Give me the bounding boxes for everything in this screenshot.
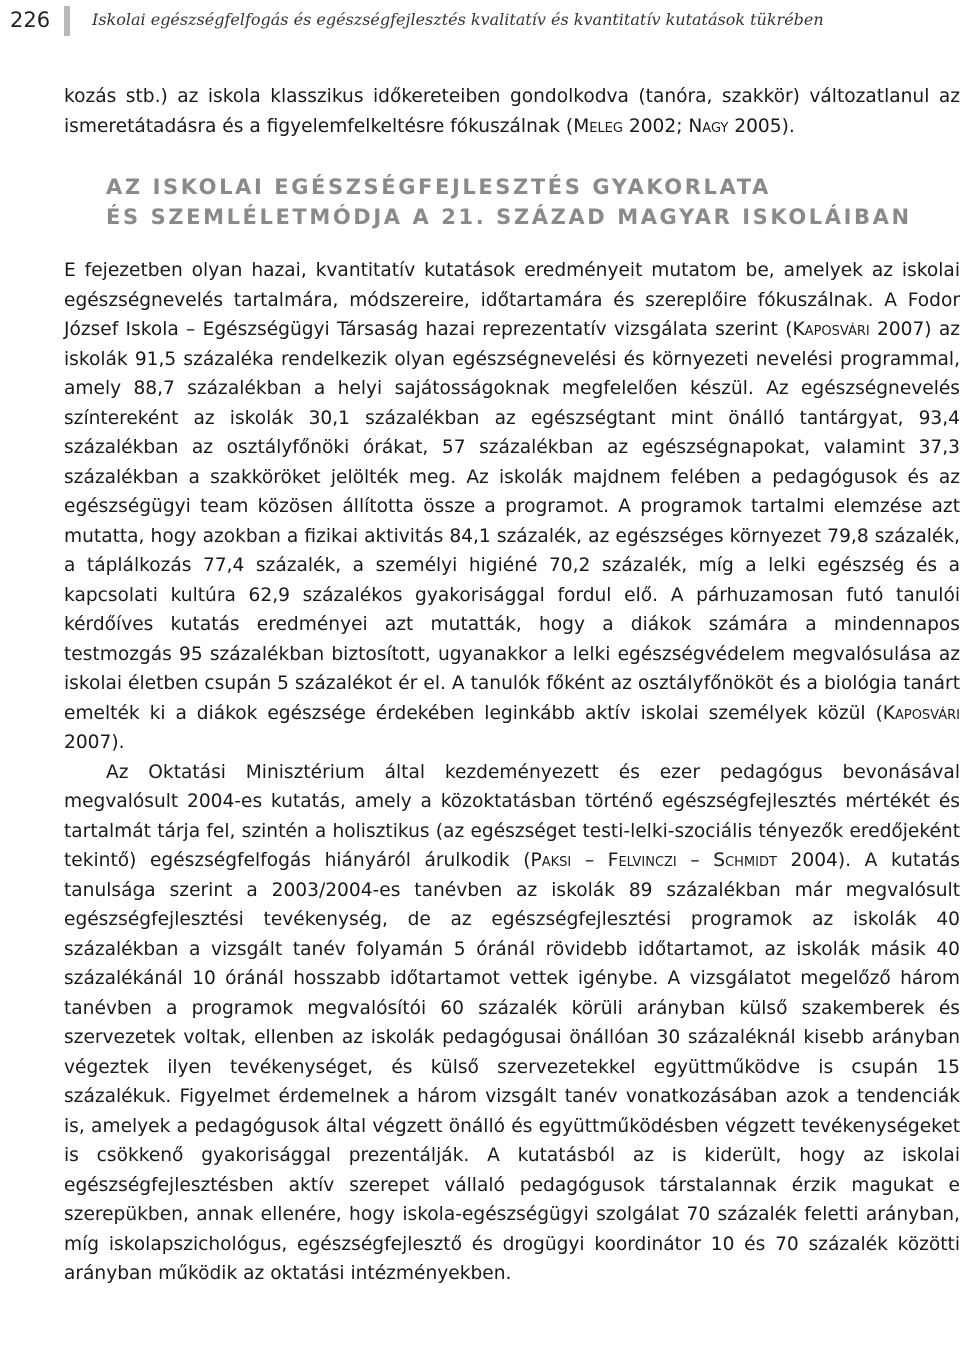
paragraph-text: 2004). A kutatás tanulsága szerint a 2003/2004-es tanévben az iskolák 89 százalékban már megvalósult egészségfejlesztési tevékenység, de az egészségfejlesztési programok az iskolák 40 százalékban a vizsgált tanév folyamán 5 óránál rövidebb időtartamot, az iskolák másik 40 százalékánál 10 óránál hosszabb időtartamot vettek igénybe. A vizsgálatot megelőző három tanévben a programok megvalósítói 60 százalék körüli arányban külső szakemberek és szervezetek voltak, ellenben az iskolák pedagógusai önállóan 30 százaléknál kisebb arányban végeztek ilyen tevékenységet, és külső szervezetekkel együttműködve is csupán 15 százalékuk. Figyelmet érdemelnek a három vizsgált tanév vonatkozásában azok a tendenciák is, amelyek a pedagógusok által végzett önálló és együttműködésben végzett tevékenységeket is csökkenő gyakorisággal prezentálják. A kutatásból az is kiderült, hogy az iskolai egészségfejlesztésben aktív szerepet vállaló pedagógusok társtalannak érzik magukat e szerepükben, annak ellenére, hogy iskola-egészségügyi szolgálat 70 százalék feletti arányban, míg iskolapszichológus, egészségfejlesztő és drogügyi koordinátor 10 és 70 százalék közötti arányban működik az oktatási intézményekben. [64,850,960,1284]
paragraph-text: 2007). [64,732,125,753]
paragraph-2 [64,758,960,1289]
intro-text: kozás stb.) az iskola klasszikus időkereteiben gondolkodva (tanóra, szakkör) változatlanul az ismeretátadásra és a figyelemfelkeltésre fókuszálnak ( [64,86,960,137]
citation-separator: – [571,850,608,871]
section-heading-line: ÉS SZEMLÉLETMÓDJA A 21. SZÁZAD MAGYAR ISKOLÁIBAN [106,205,912,229]
paragraph-1 [64,256,960,758]
citation-author: Schmidt [713,850,777,871]
citation-author: Felvinczi [607,850,677,871]
citation-author: Kaposvári [882,702,960,724]
header-divider-bar [64,6,70,36]
citation-author: Kaposvári [792,319,870,340]
section-heading [106,172,960,232]
page-number: 226 [10,8,51,32]
paragraph-text: Az Oktatási Minisztérium által kezdeményezett és ezer pedagógus bevonásával megvalósult 2004-es kutatás, amely a közoktatásban történő egészségfejlesztés mértékét és tartalmát tárja fel, szintén a holisztikus (az egészséget testi-lelki-szociális tényezők eredőjeként tekintő) egészségfelfogás hiányáról árulkodik ( [64,761,960,871]
citation-author: Paksi [530,850,572,871]
citation-separator: – [676,850,714,871]
intro-paragraph [64,82,960,141]
paragraph-text: E fejezetben olyan hazai, kvantitatív kutatások eredményeit mutatom be, amelyek az iskolai egészségnevelés tartalmára, módszereire, időtartamára és szereplőire fókuszálnak. A Fodor József Iskola – Egészségügyi Társaság hazai reprezentatív vizsgálata szerint ( [64,260,960,340]
citation-author: Meleg [573,115,623,137]
citation-year: 2005). [728,115,795,137]
paragraph-text: 2007) az iskolák 91,5 százaléka rendelkezik olyan egészségnevelési és környezeti nevelési programmal, amely 88,7 százalékban a helyi sajátosságoknak megfelelően készül. Az egészségnevelés színtereként az iskolák 30,1 százalékban az egészségtant mint önálló tantárgyat, 93,4 százalékban az osztályfőnöki órákat, 57 százalékban az egészségnapokat, valamint 37,3 százalékban a szakköröket jelölték meg. Az iskolák majdnem felében a pedagógusok és az egészségügyi team közösen állította össze a programot. A programok tartalmi elemzése azt mutatta, hogy azokban a fizikai aktivitás 84,1 százalék, az egészséges környezet 79,8 százalék, a táplálkozás 77,4 százalék, a személyi higiéné 70,2 százalék, míg a lelki egészség és a kapcsolati kultúra 62,9 százalékos gyakorisággal fordul elő. A párhuzamosan futó tanulói kérdőíves kutatás eredményei azt mutatták, hogy a diákok számára a mindennapos testmozgás 95 százalékban biztosított, ugyanakkor a lelki egészségvédelem megvalósulása az iskolai életben csupán 5 százalékot ér el. A tanulók főként az osztályfőnököt és a biológia tanárt emelték ki a diákok egészsége érdekében leginkább aktív iskolai személyek közül ( [64,319,960,724]
section-heading-line: AZ ISKOLAI EGÉSZSÉGFEJLESZTÉS GYAKORLATA [106,175,771,199]
running-head [0,6,960,36]
citation-year: 2002; [622,115,689,137]
running-title: Iskolai egészségfelfogás és egészségfejlesztés kvalitatív és kvantitatív kutatások tükrében [92,10,824,29]
citation-author: Nagy [688,115,729,137]
body-text [64,82,960,1289]
